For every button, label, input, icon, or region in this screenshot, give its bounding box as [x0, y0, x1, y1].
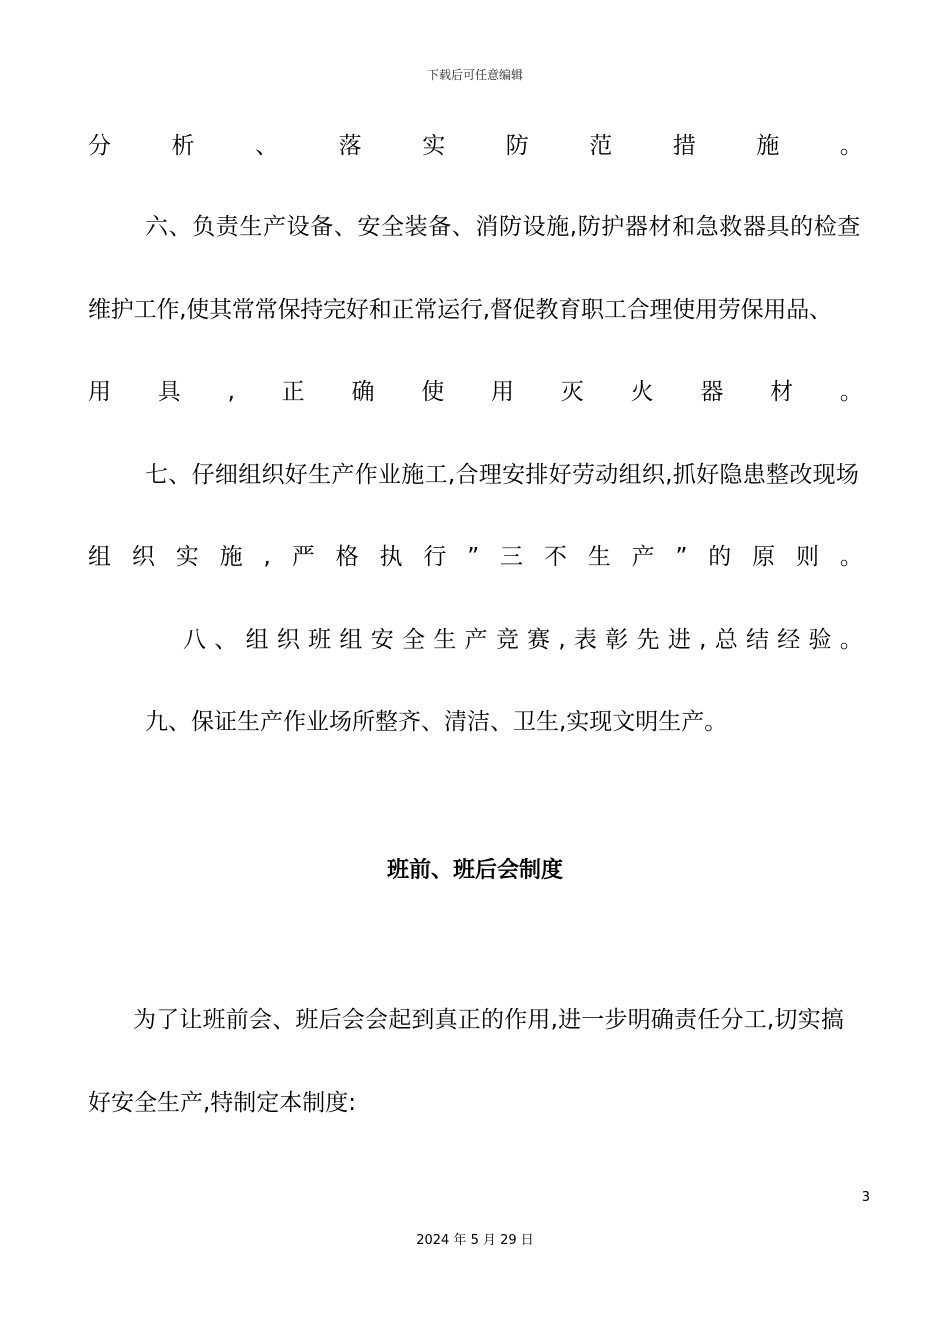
page-number: 3: [861, 1190, 870, 1205]
text-line-8: 九、保证生产作业场所整齐、清洁、卫生,实现文明生产。: [145, 709, 728, 735]
text-line-7: 八 、 组 织 班 组 安 全 生 产 竞 赛 , 表 彰 先 进 , 总 结 经 验 。: [183, 627, 863, 653]
text-line-4: 用 具 , 正 确 使 用 灭 火 器 材 。: [88, 379, 863, 405]
footer-date: 2024 年 5 月 29 日: [416, 1233, 534, 1248]
text-line-2: 六、负责生产设备、安全装备、消防设施,防护器材和急救器具的检查: [145, 214, 861, 240]
text-line-6: 组 织 实 施 , 严 格 执 行 ” 三 不 生 产 ” 的 原 则 。: [88, 544, 863, 570]
text-line-5: 七、仔细组织好生产作业施工,合理安排好劳动组织,抓好隐患整改现场: [145, 462, 860, 488]
section-title: 班前、班后会制度: [386, 858, 563, 883]
page-header: 下载后可任意编辑: [426, 68, 523, 82]
text-line-1: 分 析 、 落 实 防 范 措 施 。: [88, 133, 863, 159]
text-line-10: 好安全生产,特制定本制度:: [88, 1090, 357, 1116]
text-line-3: 维护工作,使其常常保持完好和正常运行,督促教育职工合理使用劳保用品、: [88, 297, 832, 323]
text-line-9: 为了让班前会、班后会会起到真正的作用,进一步明确责任分工,切实搞: [133, 1007, 845, 1033]
